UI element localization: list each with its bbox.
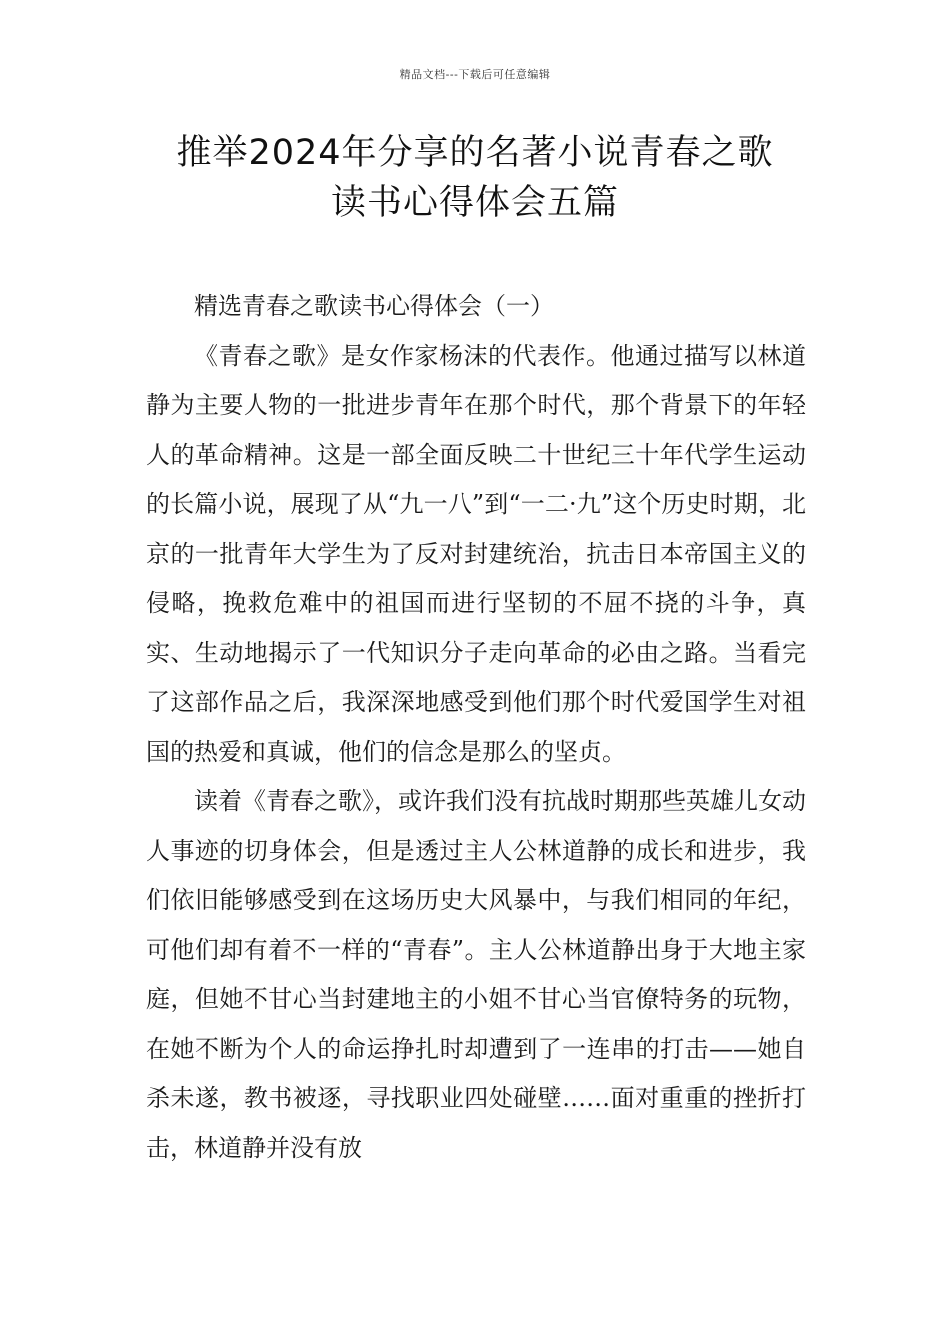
body-paragraph-1: 《青春之歌》是女作家杨沫的代表作。他通过描写以林道静为主要人物的一批进步青年在那个时代，那个背景下的年轻人的革命精神。这是一部全面反映二十世纪三十年代学生运动的长篇小说，展现了从“九一八”到“一二·九”这个历史时期，北京的一批青年大学生为了反对封建统治，抗击日本帝国主义的侵略，挽救危难中的祖国而进行坚韧的不屈不挠的斗争，真实、生动地揭示了一代知识分子走向革命的必由之路。当看完了这部作品之后，我深深地感受到他们那个时代爱国学生对祖国的热爱和真诚，他们的信念是那么的坚贞。 [146, 341, 806, 766]
section-heading: 精选青春之歌读书心得体会（一） [194, 292, 554, 320]
document-body [146, 282, 806, 1173]
body-paragraph-2: 读着《青春之歌》，或许我们没有抗战时期那些英雄儿女动人事迹的切身体会，但是透过主人公林道静的成长和进步，我们依旧能够感受到在这场历史大风暴中，与我们相同的年纪，可他们却有着不一样的“青春”。主人公林道静出身于大地主家庭，但她不甘心当封建地主的小姐不甘心当官僚特务的玩物，在她不断为个人的命运挣扎时却遭到了一连串的打击——她自杀未遂，教书被逐，寻找职业四处碰壁……面对重重的挫折打击，林道静并没有放 [146, 787, 806, 1162]
title-line-1: 推举2024年分享的名著小说青春之歌 [176, 133, 774, 173]
document-title [120, 128, 830, 228]
title-line-2: 读书心得体会五篇 [330, 183, 619, 223]
header-note: 精品文档---下载后可任意编辑 [399, 68, 551, 81]
